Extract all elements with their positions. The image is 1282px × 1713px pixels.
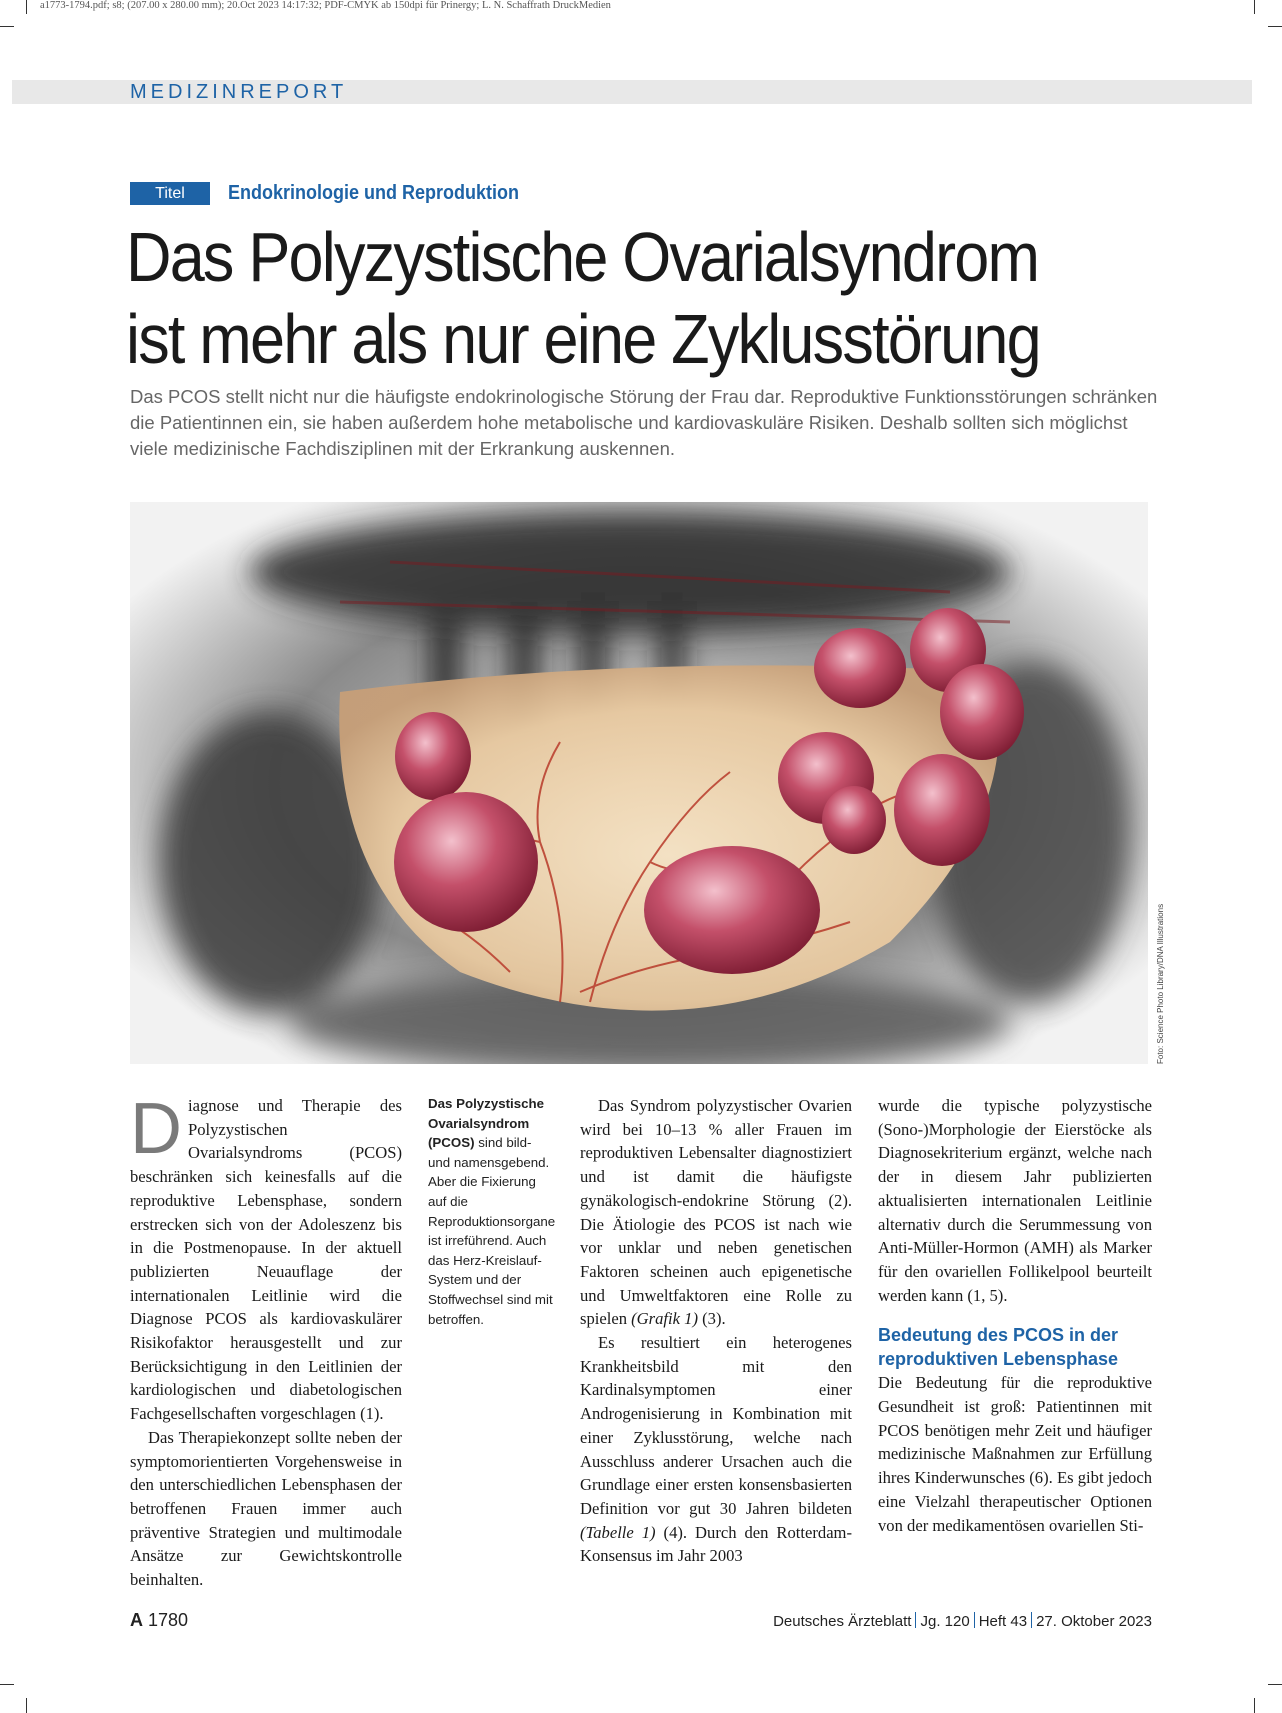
body-paragraph bbox=[130, 1089, 402, 1426]
body-paragraph: Das Therapiekonzept sollte neben der symptomorientierten Vorgehensweise in den unterschiedlichen Lebensphasen der betroffenen Frauen immer auch präventive Strategien und multimodale Ansätze zur Gewichtskontrolle beinhalten. bbox=[130, 1427, 402, 1590]
crop-mark bbox=[26, 1698, 27, 1713]
body-paragraph bbox=[580, 1094, 852, 1331]
body-column-1 bbox=[130, 1089, 402, 1592]
crop-mark bbox=[1268, 26, 1282, 27]
category-tag: Titel bbox=[130, 182, 210, 205]
crop-mark bbox=[1254, 1698, 1255, 1713]
paragraph-text: (3). bbox=[697, 1309, 726, 1329]
paragraph-text: Es resultiert ein heterogenes Krankheitsbild mit den Kardinalsymptomen einer Androgenisierung in Kombination mit einer Zyklusstörung, welche nach Ausschluss anderer Ursachen auch die Grundlage einer ersten konsensbasierten Definition vor gut 30 Jahren bildeten bbox=[580, 1333, 852, 1518]
image-credit: Foto: Science Photo Library/DNA Illustrations bbox=[1156, 903, 1165, 1064]
paragraph-text: iagnose und Therapie des Polyzystischen Ovarialsyndroms (PCOS) beschränken sich keinesfalls auf die reproduktive Lebensphase, sondern erstrecken sich von der Adoleszenz bis in die Postmenopause. In der aktuell publizierten Neuauflage der internationalen Leitlinie wird die Diagnose PCOS als kardiovaskulärer Risikofaktor herausgestellt und zur Berücksichtigung in den Leitlinien der kardiologischen und diabetologischen Fachgesellschaften vorgeschlagen (1). bbox=[130, 1096, 402, 1424]
body-paragraph: Die Bedeutung für die reproduktive Gesundheit ist groß: Patientinnen mit PCOS benötigen mehr Zeit und häufiger medizinische Maßnahmen zur Erfüllung ihres Kinderwunsches (6). Es gibt jedoch eine Vielzahl therapeutischer Optionen von der medikamentösen ovariellen Sti- bbox=[878, 1373, 1152, 1535]
figure-reference: (Grafik 1) bbox=[631, 1309, 698, 1329]
body-column-4 bbox=[878, 1094, 1152, 1537]
divider bbox=[915, 1612, 916, 1628]
lead-paragraph: Das PCOS stellt nicht nur die häufigste endokrinologische Störung der Frau dar. Reproduktive Funktionsstörungen schränken die Patientinnen ein, sie haben außerdem hohe metabolische und kardiovaskuläre Risiken. Deshalb sollten sich möglichst viele medizinische Fachdisziplinen mit der Erkrankung auskennen. bbox=[130, 386, 1158, 459]
journal-date: 27. Oktober 2023 bbox=[1036, 1613, 1152, 1630]
crop-mark bbox=[1254, 0, 1255, 14]
hero-illustration bbox=[130, 502, 1148, 1064]
page-number bbox=[130, 1610, 188, 1631]
headline-line-1: Das Polyzystische Ovarialsyndrom bbox=[126, 218, 1039, 296]
section-subhead: Bedeutung des PCOS in der reproduktiven Lebensphase bbox=[878, 1325, 1119, 1370]
page-number-value: 1780 bbox=[148, 1610, 189, 1630]
journal-issue: Heft 43 bbox=[978, 1613, 1028, 1630]
body-paragraph: wurde die typische polyzystische (Sono-)Morphologie der Eierstöcke als Diagnosekriterium ergänzt, welche nach der in diesem Jahr publizierten aktualisierten internationalen Leitlinie alternativ durch die Serummessung von Anti-Müller-Hormon (AMH) als Marker für den ovariellen Follikelpool beurteilt werden kann (1, 5). bbox=[878, 1096, 1152, 1305]
paragraph-text: (4). Durch den Rotterdam-Konsensus im Jahr 2003 bbox=[580, 1522, 852, 1566]
print-info: a1773-1794.pdf; s8; (207.00 x 280.00 mm); 20.Oct 2023 14:17:32; PDF-CMYK ab 150dpi für Prinergy; L. N. Schaffrath DruckMedien bbox=[40, 0, 611, 11]
kicker: Endokrinologie und Reproduktion bbox=[228, 182, 519, 204]
journal-footer bbox=[773, 1612, 1152, 1630]
crop-mark bbox=[0, 1684, 14, 1685]
crop-mark bbox=[0, 26, 14, 27]
page-prefix: A bbox=[130, 1610, 143, 1630]
section-label: MEDIZINREPORT bbox=[130, 81, 348, 103]
caption-text: sind bild- und namensgebend. Aber die Fixierung auf die Reproduktionsorgane ist irreführend. Auch das Herz-Kreislauf-System und der Stoffwechsel sind mit betroffen. bbox=[428, 1135, 556, 1327]
crop-mark bbox=[26, 0, 27, 14]
journal-name: Deutsches Ärzteblatt bbox=[773, 1613, 912, 1630]
ultrasound-ovary-illustration bbox=[130, 502, 1148, 1064]
divider bbox=[974, 1612, 975, 1628]
caption-bold: Das Polyzystische Ovarialsyndrom (PCOS) bbox=[428, 1096, 545, 1151]
crop-mark bbox=[1268, 1684, 1282, 1685]
headline-line-2: ist mehr als nur eine Zyklusstörung bbox=[126, 300, 1040, 378]
image-caption bbox=[428, 1094, 554, 1329]
table-reference: (Tabelle 1) bbox=[580, 1522, 656, 1542]
journal-volume: Jg. 120 bbox=[920, 1613, 970, 1630]
drop-cap: D bbox=[130, 1089, 182, 1169]
divider bbox=[1031, 1612, 1032, 1628]
headline bbox=[126, 216, 1071, 380]
body-column-3 bbox=[580, 1094, 852, 1568]
paragraph-text: Das Syndrom polyzystischer Ovarien wird bei 10–13 % aller Frauen im reproduktiven Lebensalter diagnostiziert und ist damit die häufigste gynäkologisch-endokrine Störung (2). Die Ätiologie des PCOS ist nach wie vor unklar und neben genetischen Faktoren scheinen auch epigenetische und Umweltfaktoren eine Rolle zu spielen bbox=[580, 1096, 852, 1329]
body-paragraph bbox=[580, 1331, 852, 1568]
